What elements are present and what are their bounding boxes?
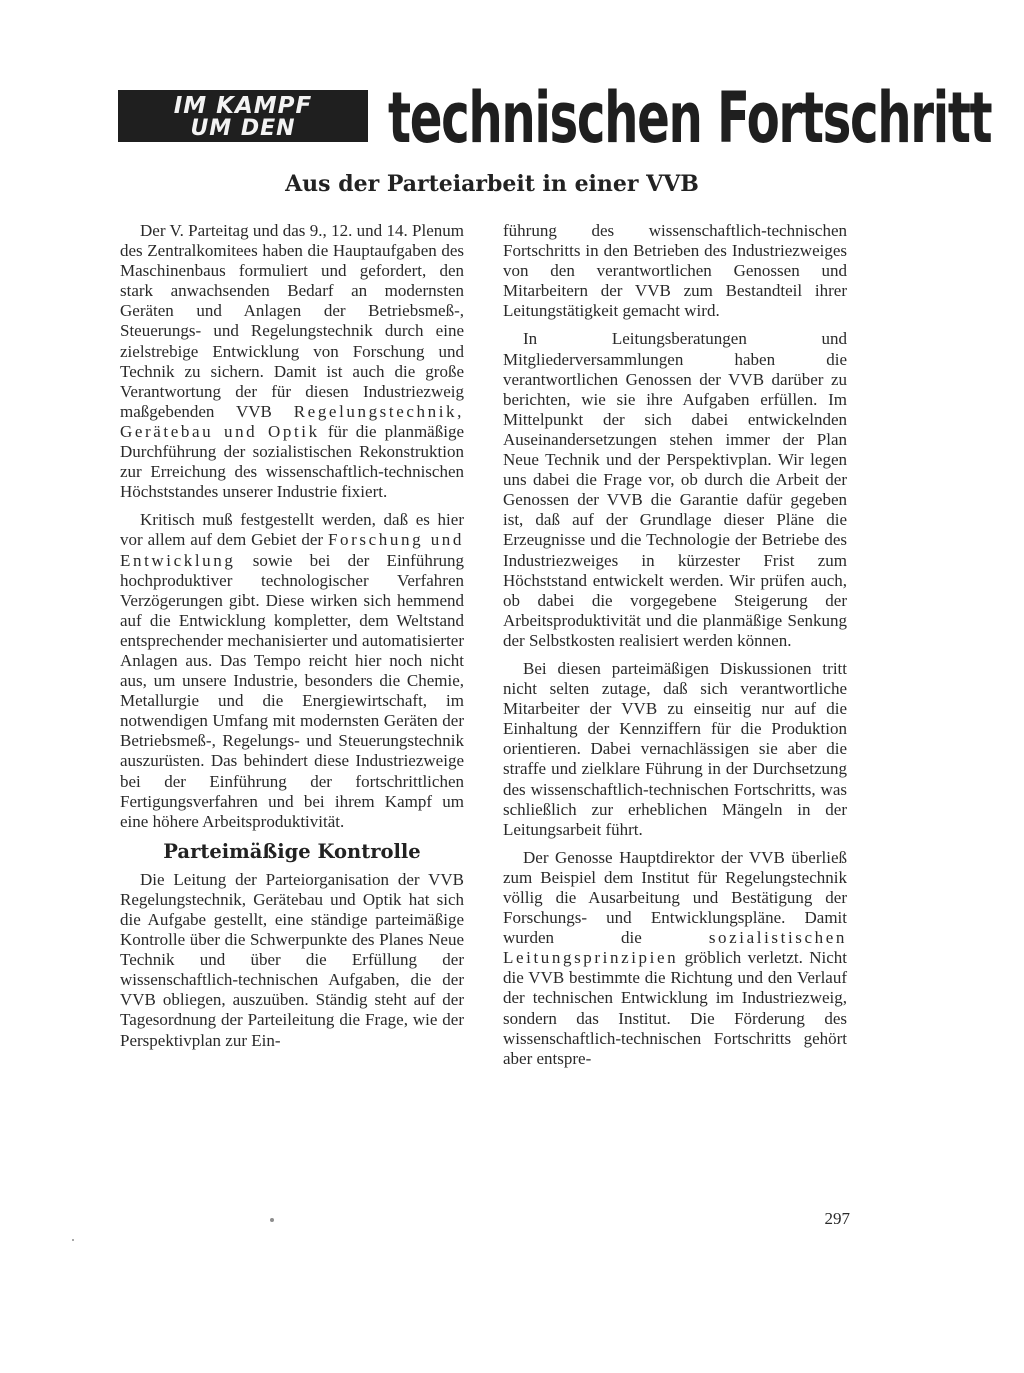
left-paragraph-2 xyxy=(120,510,464,832)
right-paragraph-3-text-a: Der Genosse Hauptdirektor der VVB überließ zum Beispiel dem Institut für Regelungstechnik völlig die Ausarbeitung und Bestätigung der Forschungs- und Entwicklungspläne. Damit wurden die xyxy=(503,847,847,948)
right-paragraph-1: In Leitungsberatungen und Mitgliederversammlungen haben die verantwortlichen Genossen der VVB darüber zu berichten, wie sie ihre Aufgaben erfüllen. Im Mittelpunkt der sich dabei entwickelnden Auseinandersetzungen stehen immer der Plan Neue Technik und der Perspektivplan. Wir legen uns dabei die Frage vor, ob durch die Arbeit der Genossen der VVB die Garantie dafür gegeben ist, daß auf der Grundlage dieser Pläne die Erzeugnisse und die Technologie der Betriebe des Industriezweiges in kürzester Frist zum Höchststand entwickelt werden. Wir prüfen auch, ob dabei die vorgegebene Steigerung der Arbeitsproduktivität und die planmäßige Senkung der Selbstkosten realisiert werden können. xyxy=(503,329,847,650)
left-paragraph-2-text-a: Kritisch muß festgestellt werden, daß es hier vor allem auf dem Gebiet der xyxy=(120,510,464,550)
left-paragraph-1-spaced-text: Regelungstechnik, Gerätebau und Optik xyxy=(120,401,464,441)
left-paragraph-2-text-b: sowie bei der Einführung hochproduktiver technologischer Verfahren Verzögerungen gibt. Diese wirken sich hemmend auf die Entwicklung kompletter, dem Weltstand entsprechender mechanisierter und automatisierter Anlagen aus. Das Tempo reicht hier noch nicht aus, um unsere Industrie, besonders die Chemie, Metallurgie und die Energiewirtschaft, im notwendigen Umfang mit modernsten Geräten der Betriebsmeß-, Regelungs- und Steuerungstechnik auszurüsten. Das behindert diese Industriezweige bei der Einführung der fortschrittlichen Fertigungsverfahren und bei ihrem Kampf um eine höhere Arbeitsproduktivität. xyxy=(120,550,464,831)
print-speck xyxy=(270,1218,274,1222)
right-paragraph-3-spaced-text: sozialistischen Leitungsprinzipien xyxy=(503,928,847,968)
print-speck xyxy=(72,1239,74,1241)
left-column xyxy=(120,221,464,1059)
right-paragraph-3 xyxy=(503,848,847,1069)
right-column xyxy=(503,221,847,1077)
right-paragraph-continued: führung des wissenschaftlich-technischen Fortschritts in den Betrieben des Industriezweiges von den verantwortlichen Genossen und Mitarbeitern der VVB zum Bestandteil ihrer Leitungstätigkeit gemacht wird. xyxy=(503,221,847,321)
left-paragraph-2-spaced-text: Forschung und Entwicklung xyxy=(120,530,465,570)
headline-kicker-block xyxy=(118,90,368,142)
headline-kicker-line-1: IM KAMPF xyxy=(173,93,313,119)
left-paragraph-1-text-b: für die planmäßige Durchführung der sozialistischen Rekonstruktion zur Erreichung des wissenschaftlich-technischen Höchststandes unserer Industrie fixiert. xyxy=(120,421,464,502)
headline-main-text: technischen Fortschritt xyxy=(388,77,992,159)
article-subtitle: Aus der Parteiarbeit in einer VVB xyxy=(285,171,699,197)
left-paragraph-1 xyxy=(120,221,464,502)
page-number: 297 xyxy=(824,1209,850,1228)
section-heading: Parteimäßige Kontrolle xyxy=(163,839,421,863)
right-paragraph-2: Bei diesen parteimäßigen Diskussionen tritt nicht selten zutage, daß sich verantwortliche Mitarbeiter der VVB zu einseitig nur auf die Einhaltung der Kennziffern für die Produktion orientieren. Dabei vernachlässigen sie aber die straffe und zielklare Führung in der Durchsetzung des wissenschaftlich-technischen Fortschritts, was schließlich zur erheblichen Mängeln in der Leitungsarbeit führt. xyxy=(503,658,847,839)
headline-kicker-line-2: UM DEN xyxy=(190,116,296,141)
right-paragraph-3-text-b: gröblich verletzt. Nicht die VVB bestimmte die Richtung und den Verlauf der technischen Entwicklung im Industriezweig, sondern das Institut. Die Förderung des wissenschaftlich-technischen Fortschritts gehört aber entspre- xyxy=(503,948,847,1068)
left-paragraph-3: Die Leitung der Parteiorganisation der VVB Regelungstechnik, Gerätebau und Optik hat sich die Aufgabe gestellt, eine ständige parteimäßige Kontrolle über die Schwerpunkte des Planes Neue Technik und über die Erfüllung der wissenschaftlich-technischen Aufgaben, die der VVB obliegen, auszuüben. Ständig steht auf der Tagesordnung der Parteileitung die Frage, wie der Perspektivplan zur Ein- xyxy=(120,869,464,1050)
left-paragraph-1-text-a: Der V. Parteitag und das 9., 12. und 14. Plenum des Zentralkomitees haben die Hauptaufgaben des Maschinenbaus formuliert und gefordert, den stark anwachsenden Bedarf an modernsten Geräten und Anlagen der Betriebsmeß-, Steuerungs- und Regelungstechnik durch eine zielstrebige Entwicklung von Forschung und Technik zu sichern. Damit ist auch die große Verantwortung der für diesen Industriezweig maßgebenden VVB xyxy=(120,221,464,421)
article-headline xyxy=(118,77,992,159)
